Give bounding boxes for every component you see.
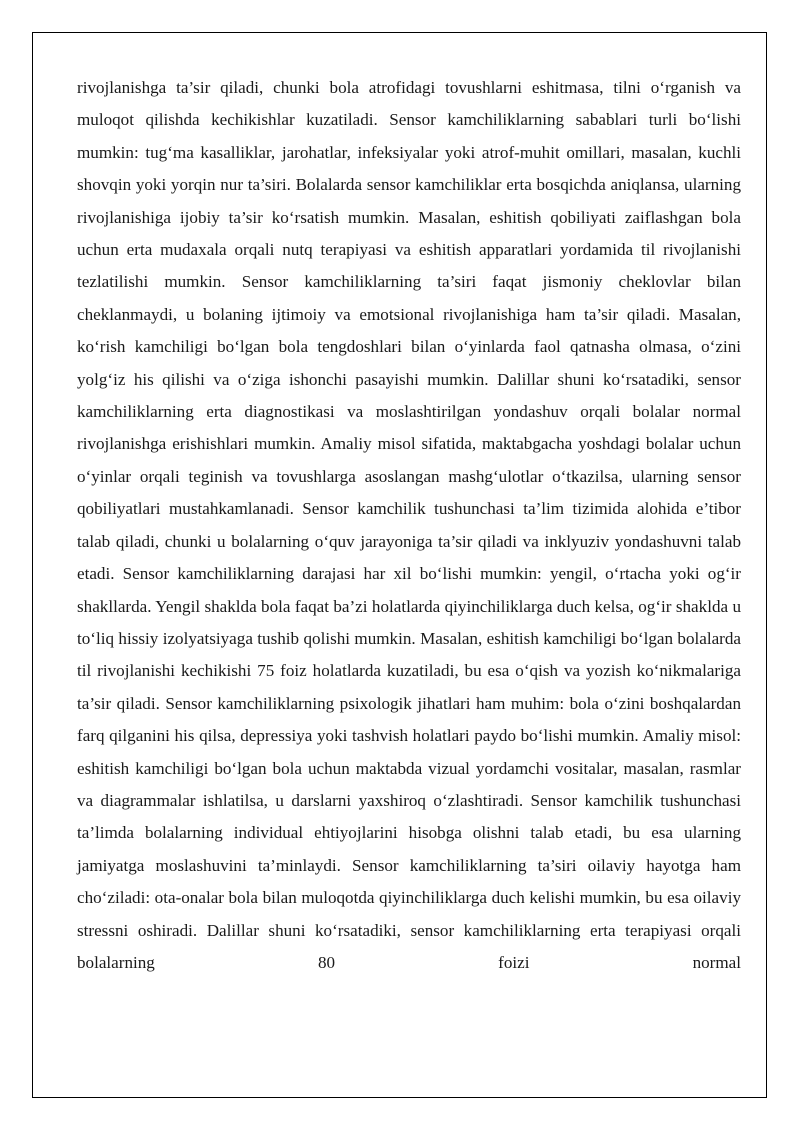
body-paragraph: rivojlanishga ta’sir qiladi, chunki bola atrofidagi tovushlarni eshitmasa, tilni o‘rganish va muloqot qilishda kechikishlar kuzatiladi. Sensor kamchiliklarning sabablari turli bo‘lishi mumkin: tug‘ma kasalliklar, jarohatlar, infeksiyalar yoki atrof-muhit omillari, masalan, kuchli shovqin yoki yorqin nur ta’siri. Bolalarda sensor kamchiliklar erta bosqichda aniqlansa, ularning rivojlanishiga ijobiy ta’sir ko‘rsatish mumkin. Masalan, eshitish qobiliyati zaiflashgan bola uchun erta mudaxala orqali nutq terapiyasi va eshitish apparatlari yordamida til rivojlanishi tezlatilishi mumkin. Sensor kamchiliklarning ta’siri faqat jismoniy cheklovlar bilan cheklanmaydi, u bolaning ijtimoiy va emotsional rivojlanishiga ham ta’sir qiladi. Masalan, ko‘rish kamchiligi bo‘lgan bola tengdoshlari bilan o‘yinlarda faol qatnasha olmasa, o‘zini yolg‘iz his qilishi va o‘ziga ishonchi pasayishi mumkin. Dalillar shuni ko‘rsatadiki, sensor kamchiliklarning erta diagnostikasi va moslashtirilgan yondashuv orqali bolalar normal rivojlanishga erishishlari mumkin. Amaliy misol sifatida, maktabgacha yoshdagi bolalar uchun o‘yinlar orqali teginish va tovushlarga asoslangan mashg‘ulotlar o‘tkazilsa, ularning sensor qobiliyatlari mustahkamlanadi. Sensor kamchilik tushunchasi ta’lim tizimida alohida e’tibor talab qiladi, chunki u bolalarning o‘quv jarayoniga ta’sir qiladi va inklyuziv yondashuvni talab etadi. Sensor kamchiliklarning darajasi har xil bo‘lishi mumkin: yengil, o‘rtacha yoki og‘ir shakllarda. Yengil shaklda bola faqat ba’zi holatlarda qiyinchiliklarga duch kelsa, og‘ir shaklda u to‘liq hissiy izolyatsiyaga tushib qolishi mumkin. Masalan, eshitish kamchiligi bo‘lgan bolalarda til rivojlanishi kechikishi 75 foiz holatlarda kuzatiladi, bu esa o‘qish va yozish ko‘nikmalariga ta’sir qiladi. Sensor kamchiliklarning psixologik jihatlari ham muhim: bola o‘zini boshqalardan farq qilganini his qilsa, depressiya yoki tashvish holatlari paydo bo‘lishi mumkin. Amaliy misol: eshitish kamchiligi bo‘lgan bola uchun maktabda vizual yordamchi vositalar, masalan, rasmlar va diagrammalar ishlatilsa, u darslarni yaxshiroq o‘zlashtiradi. Sensor kamchilik tushunchasi ta’limda bolalarning individual ehtiyojlarini hisobga olishni talab etadi, bu esa ularning jamiyatga moslashuvini ta’minlaydi. Sensor kamchiliklarning ta’siri oilaviy hayotga ham cho‘ziladi: ota-onalar bola bilan muloqotda qiyinchiliklarga duch kelishi mumkin, bu esa oilaviy stressni oshiradi. Dalillar shuni ko‘rsatadiki, sensor kamchiliklarning erta terapiyasi orqali bolalarning 80 foizi normal — [77, 78, 741, 972]
